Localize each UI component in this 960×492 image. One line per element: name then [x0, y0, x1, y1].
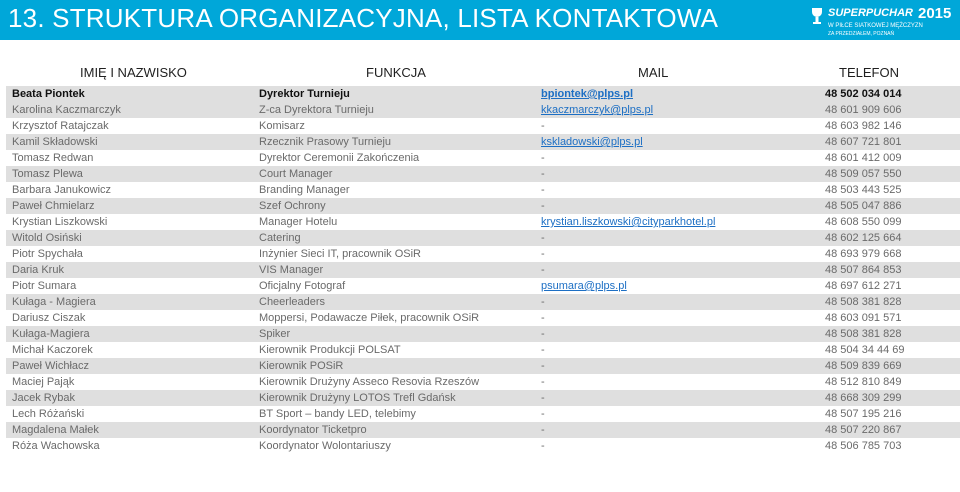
contact-function: Kierownik Drużyny LOTOS Trefl Gdańsk	[259, 392, 456, 404]
table-row	[6, 230, 960, 246]
table-row	[6, 102, 960, 118]
contact-phone: 48 603 982 146	[825, 120, 902, 132]
table-row	[6, 198, 960, 214]
contact-name: Daria Kruk	[12, 264, 64, 276]
contact-function: Kierownik POSiR	[259, 360, 344, 372]
logo-venue: ZA PRZEDZIAŁEM, POZNAŃ	[828, 31, 895, 37]
contact-mail: -	[541, 408, 545, 420]
contact-mail: -	[541, 120, 545, 132]
contact-phone: 48 507 864 853	[825, 264, 902, 276]
contact-phone: 48 607 721 801	[825, 136, 902, 148]
table-row	[6, 326, 960, 342]
contact-phone: 48 602 125 664	[825, 232, 902, 244]
contact-phone: 48 506 785 703	[825, 440, 902, 452]
table-row	[6, 294, 960, 310]
contact-mail: -	[541, 168, 545, 180]
contact-name: Michał Kaczorek	[12, 344, 93, 356]
table-row	[6, 406, 960, 422]
contact-name: Tomasz Redwan	[12, 152, 94, 164]
contact-name: Witold Osiński	[12, 232, 82, 244]
contact-mail: -	[541, 232, 545, 244]
contact-name: Maciej Pająk	[12, 376, 75, 388]
contact-function: Koordynator Ticketpro	[259, 424, 367, 436]
column-header-phone: TELEFON	[839, 65, 899, 80]
title-bar	[0, 0, 960, 40]
contact-mail: -	[541, 360, 545, 372]
table-row	[6, 438, 960, 454]
contact-function: Rzecznik Prasowy Turnieju	[259, 136, 392, 148]
contact-phone: 48 512 810 849	[825, 376, 902, 388]
contact-function: Dyrektor Ceremonii Zakończenia	[259, 152, 420, 164]
contact-name: Karolina Kaczmarczyk	[12, 104, 121, 116]
contact-function: Catering	[259, 232, 301, 244]
contact-phone: 48 693 979 668	[825, 248, 902, 260]
contact-mail: -	[541, 424, 545, 436]
contact-function: Kierownik Produkcji POLSAT	[259, 344, 401, 356]
superpuchar-logo	[806, 2, 956, 38]
table-row	[6, 342, 960, 358]
column-header-mail: MAIL	[638, 65, 669, 80]
contact-function: Oficjalny Fotograf	[259, 280, 346, 292]
page-title: 13. STRUKTURA ORGANIZACYJNA, LISTA KONTAKTOWA	[8, 3, 719, 33]
contact-name: Magdalena Małek	[12, 424, 99, 436]
contact-name: Krzysztof Ratajczak	[12, 120, 109, 132]
contact-name: Krystian Liszkowski	[12, 216, 108, 228]
contact-mail: -	[541, 264, 545, 276]
contact-phone: 48 603 091 571	[825, 312, 902, 324]
contact-name: Kamil Składowski	[12, 136, 98, 148]
contact-function: Dyrektor Turnieju	[259, 88, 350, 100]
contact-function: Cheerleaders	[259, 296, 326, 308]
contact-mail: -	[541, 200, 545, 212]
contact-phone: 48 608 550 099	[825, 216, 902, 228]
contact-mail: -	[541, 312, 545, 324]
contact-function: Inżynier Sieci IT, pracownik OSiR	[259, 248, 421, 260]
contact-function: BT Sport – bandy LED, telebimy	[259, 408, 416, 420]
table-row	[6, 310, 960, 326]
table-row	[6, 262, 960, 278]
table-row	[6, 358, 960, 374]
contact-phone: 48 697 612 271	[825, 280, 902, 292]
contact-phone: 48 601 909 606	[825, 104, 902, 116]
contact-function: Komisarz	[259, 120, 305, 132]
contact-name: Kułaga-Magiera	[12, 328, 90, 340]
table-row	[6, 166, 960, 182]
table-row	[6, 422, 960, 438]
contact-function: Spiker	[259, 328, 291, 340]
contact-mail: -	[541, 248, 545, 260]
contact-function: Manager Hotelu	[259, 216, 338, 228]
contact-name: Dariusz Ciszak	[12, 312, 86, 324]
logo-year: 2015	[918, 5, 952, 22]
contact-name: Jacek Rybak	[12, 392, 75, 404]
contact-phone: 48 503 443 525	[825, 184, 902, 196]
contact-name: Paweł Chmielarz	[12, 200, 95, 212]
contact-function: Koordynator Wolontariuszy	[259, 440, 391, 452]
contact-phone: 48 668 309 299	[825, 392, 902, 404]
contact-name: Piotr Sumara	[12, 280, 77, 292]
column-header-name: IMIĘ I NAZWISKO	[80, 65, 187, 80]
contact-phone: 48 507 195 216	[825, 408, 902, 420]
contact-name: Lech Różański	[12, 408, 85, 420]
contact-name: Paweł Wichłacz	[12, 360, 90, 372]
contact-function: Court Manager	[259, 168, 333, 180]
logo-subtitle: W PIŁCE SIATKOWEJ MĘŻCZYZN	[828, 23, 923, 29]
contact-mail: -	[541, 392, 545, 404]
contact-name: Kułaga - Magiera	[12, 296, 96, 308]
table-row	[6, 150, 960, 166]
logo-brand: SUPERPUCHAR	[828, 7, 913, 19]
contact-phone: 48 509 839 669	[825, 360, 902, 372]
contact-mail: -	[541, 152, 545, 164]
email-link[interactable]: psumara@plps.pl	[541, 280, 627, 292]
contact-name: Róża Wachowska	[12, 440, 100, 452]
contact-mail: -	[541, 184, 545, 196]
table-row	[6, 374, 960, 390]
contact-name: Barbara Janukowicz	[12, 184, 112, 196]
table-row	[6, 182, 960, 198]
contact-mail: -	[541, 344, 545, 356]
contact-phone: 48 601 412 009	[825, 152, 902, 164]
column-header-function: FUNKCJA	[366, 65, 426, 80]
contact-function: Moppersi, Podawacze Piłek, pracownik OSiR	[259, 312, 480, 324]
table-row	[6, 118, 960, 134]
contact-mail: -	[541, 376, 545, 388]
email-link[interactable]: bpiontek@plps.pl	[541, 88, 634, 100]
contact-mail: -	[541, 440, 545, 452]
contact-phone: 48 509 057 550	[825, 168, 902, 180]
table-row	[6, 86, 960, 102]
table-row	[6, 214, 960, 230]
contact-table	[6, 86, 960, 454]
contact-phone: 48 508 381 828	[825, 296, 902, 308]
table-header	[0, 62, 960, 84]
contact-name: Beata Piontek	[12, 88, 85, 100]
contact-phone: 48 505 047 886	[825, 200, 902, 212]
contact-function: Branding Manager	[259, 184, 350, 196]
table-row	[6, 134, 960, 150]
email-link[interactable]: kskladowski@plps.pl	[541, 136, 643, 148]
contact-function: VIS Manager	[259, 264, 324, 276]
contact-function: Kierownik Drużyny Asseco Resovia Rzeszów	[259, 376, 480, 388]
contact-function: Szef Ochrony	[259, 200, 326, 212]
contact-phone: 48 504 34 44 69	[825, 344, 905, 356]
contact-phone: 48 508 381 828	[825, 328, 902, 340]
email-link[interactable]: krystian.liszkowski@cityparkhotel.pl	[541, 216, 716, 228]
table-row	[6, 390, 960, 406]
email-link[interactable]: kkaczmarczyk@plps.pl	[541, 104, 654, 116]
contact-phone: 48 502 034 014	[825, 88, 902, 100]
contact-phone: 48 507 220 867	[825, 424, 902, 436]
contact-mail: -	[541, 296, 545, 308]
table-row	[6, 246, 960, 262]
table-row	[6, 278, 960, 294]
contact-function: Z-ca Dyrektora Turnieju	[259, 104, 374, 116]
contact-name: Piotr Spychała	[12, 248, 83, 260]
contact-mail: -	[541, 328, 545, 340]
contact-name: Tomasz Plewa	[12, 168, 83, 180]
